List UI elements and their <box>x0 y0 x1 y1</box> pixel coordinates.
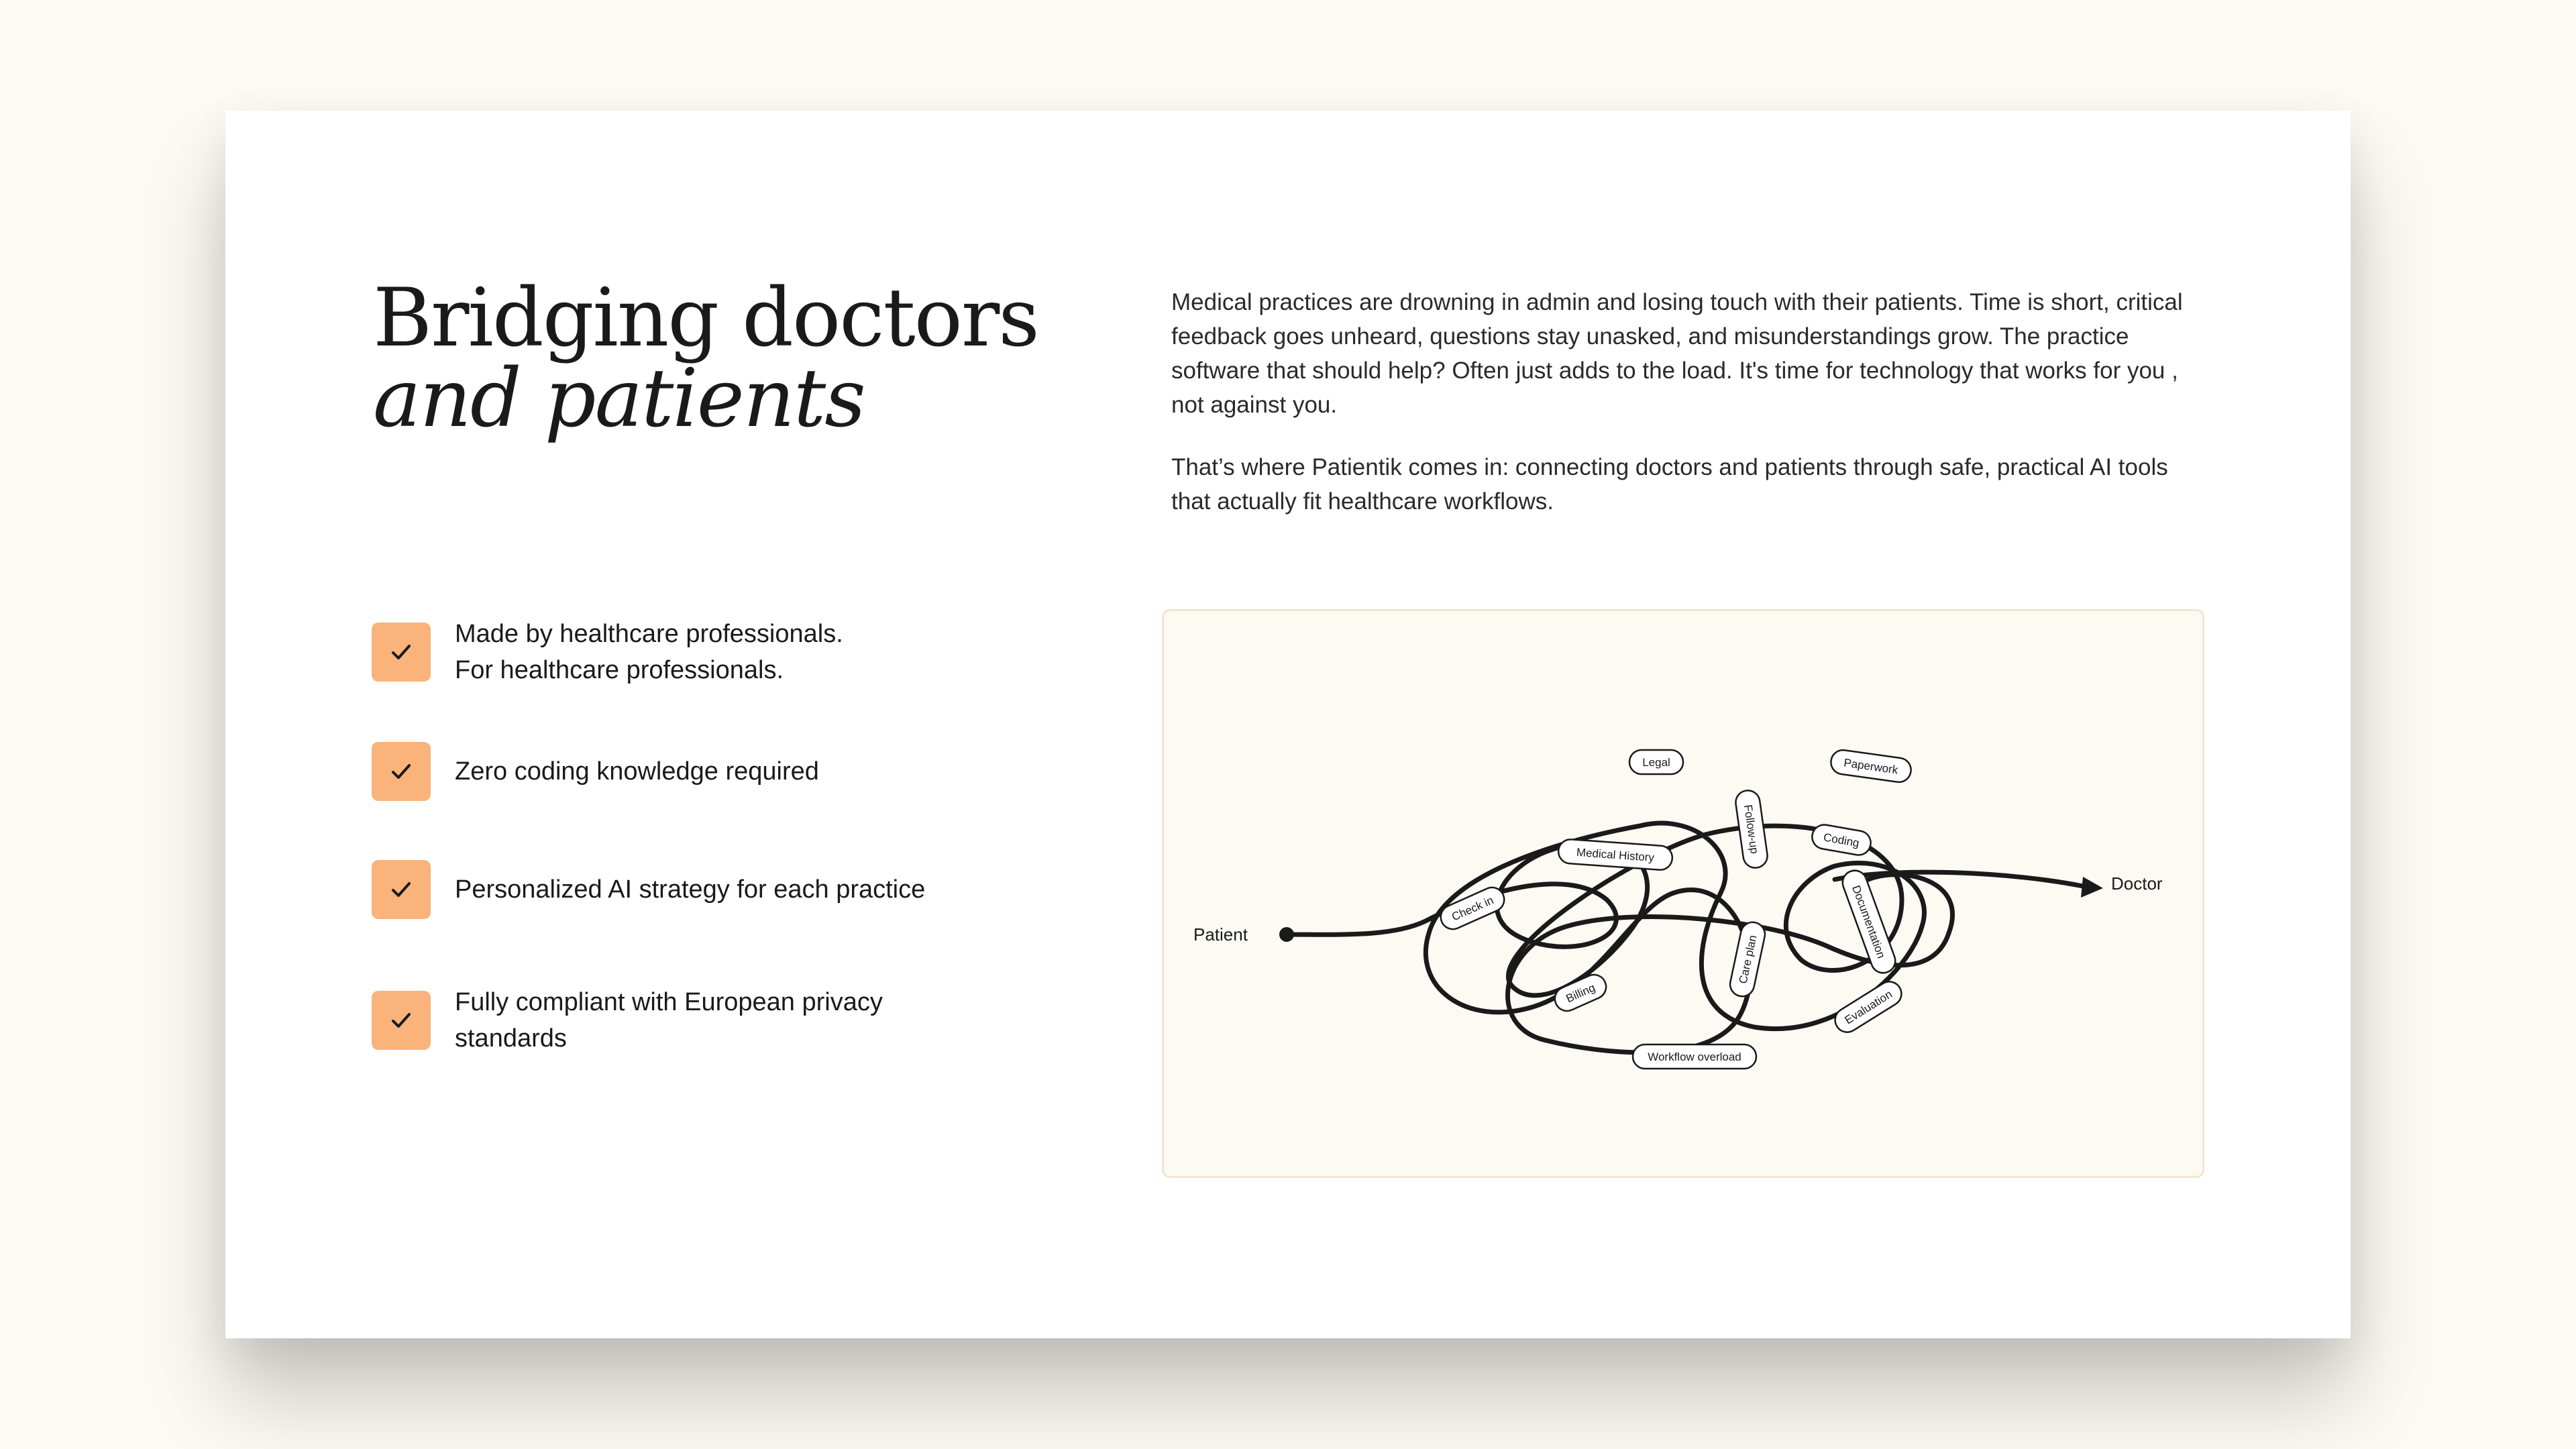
tag-workflow-overload <box>1633 1044 1756 1069</box>
doctor-label: Doctor <box>2111 873 2163 894</box>
feature-text: Fully compliant with European privacy standards <box>455 988 883 1053</box>
slide-card <box>225 111 2351 1338</box>
feature-text: Made by healthcare professionals. For healthcare professionals. <box>455 620 843 684</box>
svg-text:Billing: Billing <box>1564 981 1597 1006</box>
check-icon <box>372 860 431 919</box>
check-icon <box>372 991 431 1050</box>
svg-text:Care plan: Care plan <box>1736 934 1760 985</box>
svg-text:Medical History: Medical History <box>1576 845 1655 865</box>
feature-item <box>372 742 1177 801</box>
tag-paperwork <box>1829 749 1913 784</box>
svg-text:Paperwork: Paperwork <box>1843 756 1899 777</box>
intro-paragraph: That’s where Patientik comes in: connecting doctors and patients through safe, practical AI tools that actually fit healthcare workflows. <box>1171 454 2168 515</box>
feature-text: Zero coding knowledge required <box>455 757 819 786</box>
start-dot <box>1279 927 1294 942</box>
patient-label: Patient <box>1193 924 1248 945</box>
intro-paragraph: Medical practices are drowning in admin and losing touch with their patients. Time is short, critical feedback goes unheard, questions stay unasked, and misunderstandings grow. The practice software that should help? Often just adds to the load. It's time for technology that works for you , not against you. <box>1171 289 2183 418</box>
svg-text:Coding: Coding <box>1822 830 1861 850</box>
tag-check-in <box>1437 883 1508 933</box>
tag-follow-up <box>1734 789 1769 869</box>
svg-text:Workflow overload: Workflow overload <box>1648 1051 1741 1063</box>
feature-item <box>372 616 1177 688</box>
tangle-path <box>1287 823 2083 1053</box>
feature-item <box>372 984 1177 1057</box>
tag-coding <box>1811 823 1873 857</box>
feature-item <box>372 860 1177 919</box>
tag-legal <box>1629 750 1683 774</box>
tag-medical-history <box>1558 839 1673 871</box>
intro-text <box>1171 285 2204 547</box>
title-line-1: Bridging doctors <box>373 272 1038 365</box>
tangle-illustration <box>1164 611 2206 1180</box>
svg-text:Check in: Check in <box>1450 894 1496 924</box>
arrow-icon <box>2081 877 2103 898</box>
svg-text:Legal: Legal <box>1642 756 1670 769</box>
svg-text:Evaluation: Evaluation <box>1842 987 1894 1027</box>
tag-care-plan <box>1728 920 1767 998</box>
feature-text: Personalized AI strategy for each practice <box>455 875 926 904</box>
svg-text:Follow-up: Follow-up <box>1741 804 1762 855</box>
page-title <box>373 272 1038 445</box>
check-icon <box>372 623 431 682</box>
title-line-2: and patients <box>373 352 865 445</box>
svg-text:Documentation: Documentation <box>1849 883 1888 961</box>
workflow-diagram <box>1162 609 2204 1178</box>
check-icon <box>372 742 431 801</box>
tag-evaluation <box>1831 977 1906 1037</box>
